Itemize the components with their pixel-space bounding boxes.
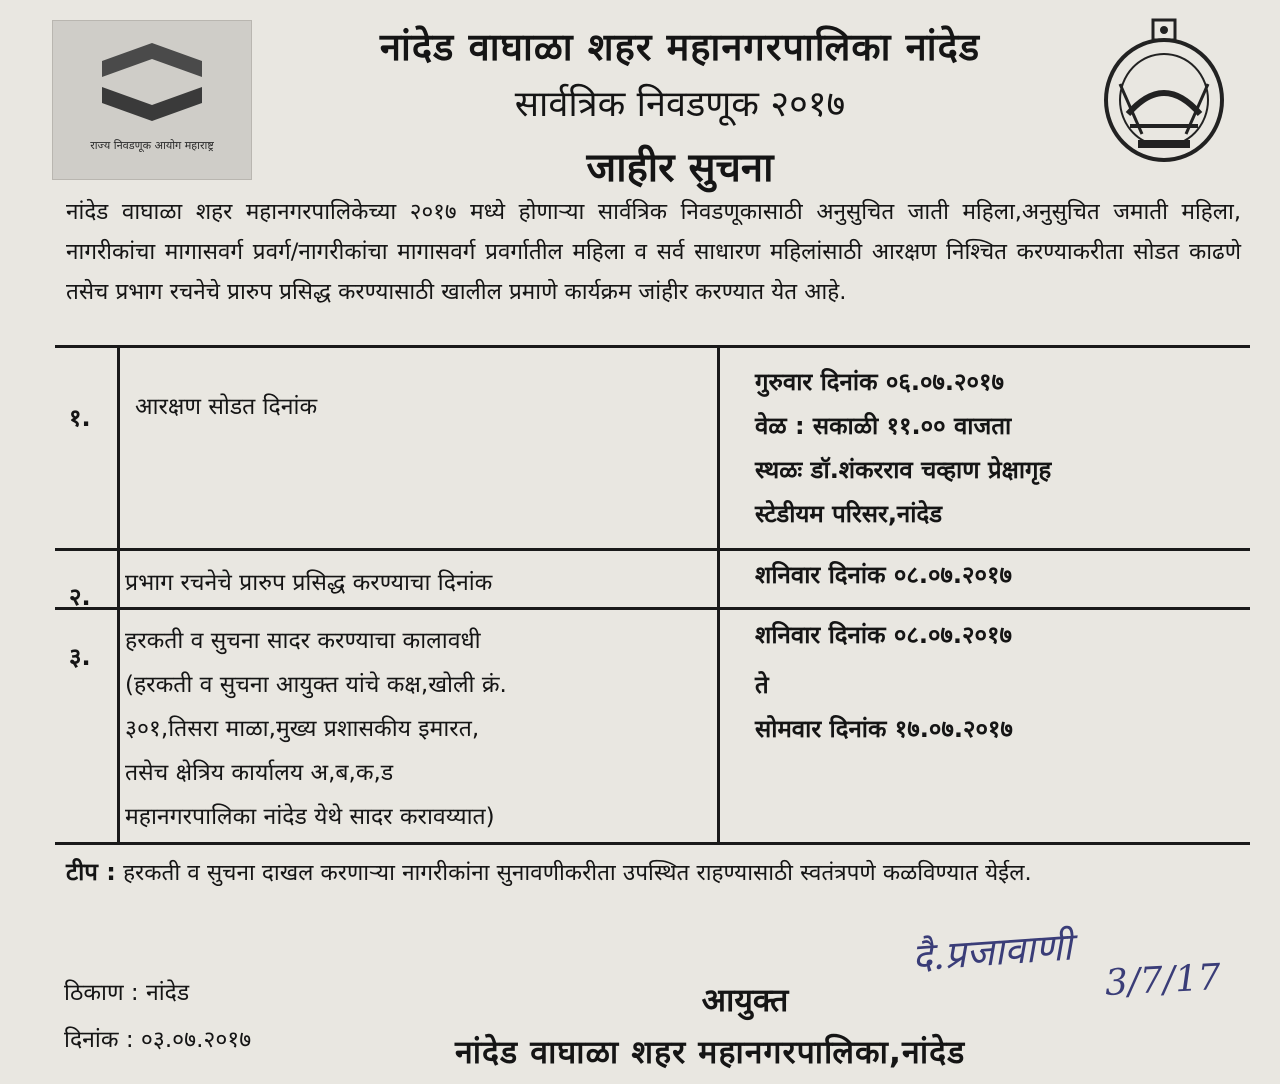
event-venue-line2: स्टेडीयम परिसर,नांदेड xyxy=(755,500,943,528)
table-top-border xyxy=(55,345,1250,348)
event-date-start: शनिवार दिनांक ०८.०७.२०१७ xyxy=(755,621,1012,649)
row-divider xyxy=(55,548,1250,551)
event-label: आरक्षण सोडत दिनांक xyxy=(135,394,318,420)
event-detail: (हरकती व सुचना आयुक्त यांचे कक्ष,खोली क्रं. xyxy=(125,672,507,698)
page-title: नांदेड वाघाळा शहर महानगरपालिका नांदेड xyxy=(379,25,981,69)
event-date: गुरुवार दिनांक ०६.०७.२०१७ xyxy=(755,368,1004,396)
notice-heading: जाहीर सुचना xyxy=(586,145,774,191)
event-time: वेळ : सकाळी ११.०० वाजता xyxy=(755,412,1012,440)
date-line: दिनांक : ०३.०७.२०१७ xyxy=(64,1027,252,1053)
schedule-table xyxy=(55,345,1250,845)
signatory-title: आयुक्त xyxy=(701,981,789,1019)
place-line: ठिकाण : नांदेड xyxy=(64,980,190,1006)
intro-paragraph: नांदेड वाघाळा शहर महानगरपालिकेच्या २०१७ मध्ये होणाऱ्या सार्वत्रिक निवडणूकासाठी अनुसुचित जाती महिला,अनुसुचित जमाती महिला, नागरीकांचा मागासवर्ग प्रवर्ग/नागरीकांचा मागासवर्ग प्रवर्गातील महिला व सर्व साधारण महिलांसाठी आरक्षण निश्चित करण्याकरीता सोडत काढणे तसेच प्रभाग रचनेचे प्रारुप प्रसिद्ध करण्यासाठी खालील प्रमाणे कार्यक्रम जांहीर करण्यात येत आहे. xyxy=(66,199,1241,305)
event-detail: महानगरपालिका नांदेड येथे सादर करावय्यात) xyxy=(125,804,495,830)
column-divider xyxy=(717,345,720,845)
event-venue: स्थळः डॉ.शंकरराव चव्हाण प्रेक्षागृह xyxy=(755,456,1052,484)
row-number: ३. xyxy=(69,643,91,671)
event-date: शनिवार दिनांक ०८.०७.२०१७ xyxy=(755,561,1012,589)
event-detail: तसेच क्षेत्रिय कार्यालय अ,ब,क,ड xyxy=(125,760,394,786)
table-bottom-border xyxy=(55,842,1250,845)
handwritten-date: 3/7/17 xyxy=(1104,956,1222,1005)
event-detail: ३०१,तिसरा माळा,मुख्य प्रशासकीय इमारत, xyxy=(125,716,480,742)
event-date-end: सोमवार दिनांक १७.०७.२०१७ xyxy=(755,715,1013,743)
logo-caption: राज्य निवडणूक आयोग महाराष्ट्र xyxy=(90,139,214,152)
row-divider xyxy=(55,607,1250,610)
note-text: हरकती व सुचना दाखल करणाऱ्या नागरीकांना सुनावणीकरीता उपस्थित राहण्यासाठी स्वतंत्रपणे कळविण्यात येईल. xyxy=(123,860,1032,886)
note-paragraph xyxy=(66,850,1241,895)
column-divider xyxy=(117,345,120,845)
page-subtitle: सार्वत्रिक निवडणूक २०१७ xyxy=(514,84,846,125)
handwritten-source: दै.प्रजावाणी xyxy=(910,924,1074,980)
row-number: २. xyxy=(69,583,91,611)
note-label: टीप : xyxy=(66,858,116,886)
municipal-seal-icon xyxy=(1098,14,1230,164)
election-commission-logo xyxy=(52,20,252,180)
chevron-logo-icon xyxy=(97,43,207,133)
event-date-to: ते xyxy=(755,671,769,699)
row-number: १. xyxy=(69,404,91,432)
signatory-org: नांदेड वाघाळा शहर महानगरपालिका,नांदेड xyxy=(455,1033,966,1071)
event-label: प्रभाग रचनेचे प्रारुप प्रसिद्ध करण्याचा दिनांक xyxy=(125,570,493,596)
event-label: हरकती व सुचना सादर करण्याचा कालावधी xyxy=(125,628,481,654)
